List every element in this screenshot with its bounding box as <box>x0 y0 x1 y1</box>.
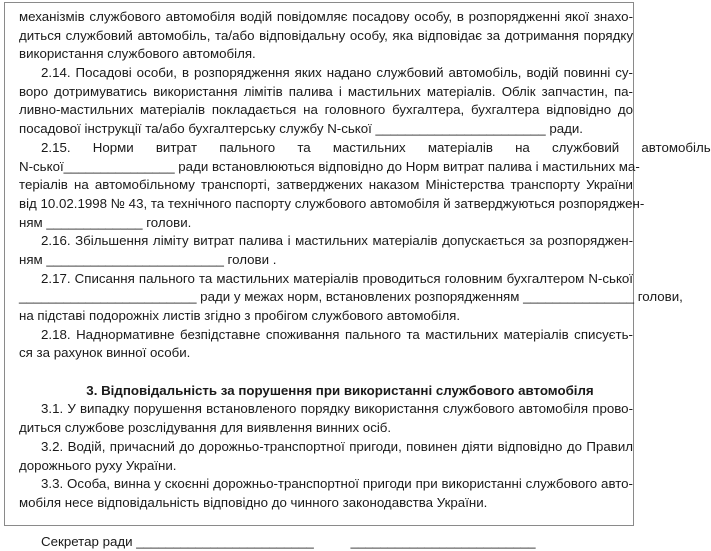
clause-3-3: 3.3. Особа, винна у скоєнні дорожньо-транспортної пригоди при використанні службового авто- <box>41 476 633 492</box>
clause-2-16: 2.16. Збільшення ліміту витрат палива і мастильних матеріалів допускається за розпоряджен- <box>41 233 633 249</box>
text-line: механізмів службового автомобіля водій повідомляє посадову особу, в розпорядженні якої знахо- <box>19 9 633 24</box>
section-3-heading: 3. Відповідальність за порушення при використанні службового автомобіля <box>86 382 594 398</box>
clause-2-17: 2.17. Списання пального та мастильних матеріалів проводиться головним бухгалтером N-ської <box>41 270 633 286</box>
text-line: на підставі подорожніх листів згідно з пробігом службового автомобіля. <box>19 308 461 323</box>
text-line: диться службове розслідування для виявлення винних осіб. <box>19 420 392 436</box>
section-gap <box>19 363 633 382</box>
secretary-signature-line: Секретар ради ________________________ _________________________ <box>41 533 536 549</box>
clause-2-14: 2.14. Посадові особи, в розпорядження яких надано службовий автомобіль, водій повинні су- <box>41 65 633 81</box>
text-line: ________________________ ради у межах норм, встановлених розпорядженням _______________ голови, <box>19 289 683 305</box>
clause-3-2: 3.2. Водій, причасний до дорожньо-транспортної пригоди, повинен діяти відповідно до Правил <box>41 438 633 454</box>
text-line: використання службового автомобіля. <box>19 46 256 62</box>
text-line: від 10.02.1998 № 43, та технічного паспорту службового автомобіля й затверджуються розпоряджен- <box>19 195 645 211</box>
text-line: N-ської_______________ ради встановлюються відповідно до Норм витрат палива і мастильних ма- <box>19 158 640 174</box>
text-line: ся за рахунок винної особи. <box>19 345 191 361</box>
text-line: теріалів на автомобільному транспорті, затверджених наказом Міністерства транспорту України <box>19 177 633 193</box>
document-frame <box>4 2 711 549</box>
clause-2-18: 2.18. Наднормативне безпідставне споживання пального та мастильних матеріалів списуєть- <box>41 326 633 342</box>
text-line: ням ________________________ голови . <box>19 251 277 267</box>
text-line: ливно-мастильних матеріалів покладається на головного бухгалтера, бухгалтера відповідно до <box>19 102 633 118</box>
text-line: ням _____________ голови. <box>19 214 192 230</box>
clause-2-15: 2.15. Норми витрат пального та мастильних матеріалів на службовий автомобіль <box>41 139 711 155</box>
text-line: дорожнього руху України. <box>19 457 177 473</box>
text-line: воро дотримуватись використання лімітів палива і мастильних матеріалів. Облік запчастин, па- <box>19 83 633 99</box>
document-body <box>19 8 711 551</box>
text-line: посадової інструкції та/або бухгалтерську службу N-ської _______________________ ради. <box>19 121 584 137</box>
text-line: мобіля несе відповідальність відповідно до чинного законодавства України. <box>19 494 488 510</box>
clause-3-1: 3.1. У випадку порушення встановленого порядку використання службового автомобіля прово- <box>41 401 633 417</box>
text-line: диться службовий автомобіль, та/або відповідальну особу, яка відповідає за дотримання порядку <box>19 27 633 43</box>
